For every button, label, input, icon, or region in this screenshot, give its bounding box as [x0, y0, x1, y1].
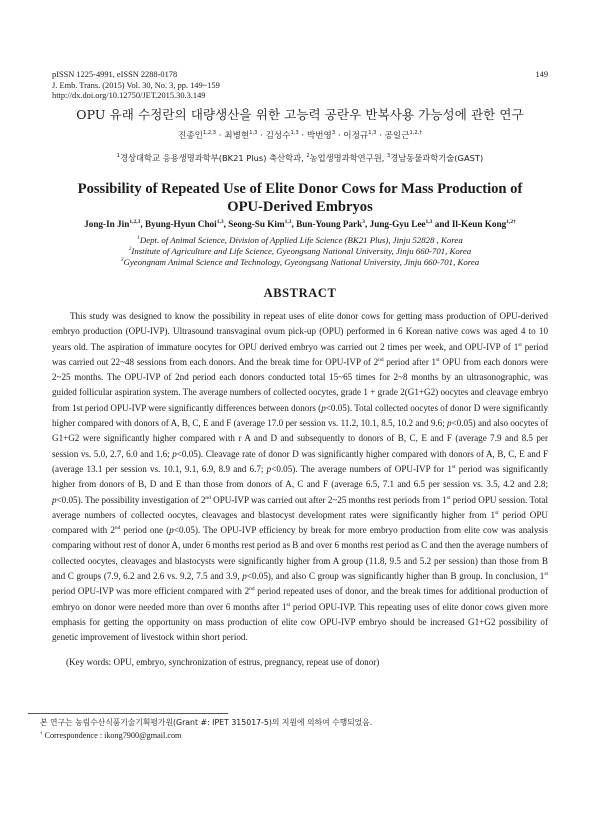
funding-footnote: 본 연구는 농림수산식품기술기획평가원(Grant #: IPET 315017-5)의 지원에 의하여 수행되었음. [40, 718, 373, 727]
affiliation-line: $^1$Dept. of Animal Science, Division of Applied Life Science (BK21 Plus), Jinju 52828 , Korea [137, 235, 463, 245]
citation-line: J. Emb. Trans. (2015) Vol. 30, No. 3, pp. 149~159 [52, 80, 220, 90]
english-author: Jong-In Jin$^{1,2,3}$ [84, 218, 141, 229]
english-author: Bun-Young Park$^3$ [296, 218, 366, 229]
keywords: (Key words: OPU, embryo, synchronization of estrus, pregnancy, repeat use of donor) [66, 657, 380, 667]
affiliation-line: $^2$Institute of Agriculture and Life Science, Gyeongsang National University, Jinju 660-701, Korea [128, 246, 472, 256]
english-affiliations [0, 235, 600, 268]
korean-author: 최병현$^{1,3}$ [224, 130, 258, 141]
abstract-body [52, 309, 548, 646]
correspondence-footnote: † Correspondence : ikong7900@gmail.com [40, 731, 182, 740]
korean-author: 박번영$^3$ [306, 130, 336, 141]
doi-link[interactable]: http://dx.doi.org/10.12750/JET.2015.30.3.149 [52, 91, 206, 101]
page-number: 149 [535, 70, 548, 79]
english-author: Seong-Su Kim$^{1,3}$ [228, 218, 292, 229]
korean-author: 진종인$^{1,2,3}$ [178, 130, 217, 141]
abstract-heading: ABSTRACT [263, 286, 337, 300]
english-author: Il-Keun Kong$^{1,2\dagger}$ [451, 218, 516, 229]
english-author: Jung-Gyu Lee$^{1,3}$ [369, 218, 433, 229]
journal-header [52, 70, 220, 102]
korean-author: 공일근$^{1,2,\dagger}$ [384, 130, 422, 141]
english-authors: Jong-In Jin$^{1,2,3}$, Byung-Hyun Choi$^{1,3}$, Seong-Su Kim$^{1,3}$, Bun-Young Park$^3$, Jung-Gyu Lee$^{1,3}$ and Il-Keun Kong$^{1,2\dagger}$ [84, 218, 516, 229]
korean-author: 김성수$^{1,3}$ [265, 130, 299, 141]
korean-title: OPU 유래 수정란의 대량생산을 위한 고능력 공란우 반복사용 가능성에 관한 연구 [76, 107, 524, 122]
affiliation-line: $^3$Gyeongnam Animal Science and Technology, Gyeongsang National University, Jinju 660-701, Korea [120, 257, 480, 267]
korean-affiliations: $^1$경상대학교 응용생명과학부(BK21 Plus) 축산학과, $^2$농업생명과학연구원, $^3$경남동물과학기술(GAST) [116, 153, 484, 163]
english-author: Byung-Hyun Choi$^{1,3}$ [144, 218, 224, 229]
footnote-divider [28, 713, 228, 714]
korean-authors: 진종인$^{1,2,3}$ · 최병현$^{1,3}$ · 김성수$^{1,3}$ · 박번영$^3$ · 이정규$^{1,3}$ · 공일근$^{1,2,\dagger}$ [178, 130, 422, 141]
korean-author: 이정규$^{1,3}$ [343, 130, 377, 141]
english-title: Possibility of Repeated Use of Elite Donor Cows for Mass Production of OPU-Derived Embryos [77, 181, 523, 215]
issn-line: pISSN 1225-4991, eISSN 2288-0178 [52, 70, 178, 79]
abstract-paragraph: This study was designed to know the possibility in repeat uses of elite donor cows for getting mass production of OPU-derived embryo production (OPU-IVP). Ultrasound transvaginal ovum pick-up (OPU) performed in 6 Korean native cows was aged 4 to 10 years old. The aspiration of immature oocytes for OPU derived embryo was carried out 2 times per week, and OPU-IVP of 1st period was carried out 22~48 sessions from each donors. And the break time for OPU-IVP of 2nd period after 1st OPU from each donors were 2~25 months. The OPU-IVP of 2nd period each donors conducted total 15~65 times for 2~8 months by an ultrasonographic, was guided follicular aspiration system. The average numbers of collected oocytes, grade 1 + grade 2(G1+G2) oocytes and cleavage embryo from 1st period OPU-IVP were significantly differences between donors (p<0.05). Total collected oocytes of donor D were significantly higher compared with donors of A, B, C, E and F (average 17.0 per session vs. 11.2, 10.1, 8.5, 10.2 and 9.6; p<0.05) and also oocytes of G1+G2 were significantly higher compared with r A and D and subsequently to donors of B, C, E and F (average 7.9 and 8.5 per session vs. 5.0, 2.7, 6.0 and 1.6; p<0.05). Cleavage rate of donor D was significantly higher compared with donors of A, B, C, E and F (average 13.1 per session vs. 10.1, 9.1, 6.9, 8.9 and 6.7; p<0.05). The average numbers of OPU-IVP for 1st period was significantly higher from donors of B, D and E than those from donors of A, C and F (average 6.5, 7.1 and 6.5 per session vs. 3.5, 4.2 and 2.8; p<0.05). The possibility investigation of 2nd OPU-IVP was carried out after 2~25 months rest periods from 1st period OPU session. Total average numbers of collected oocytes, cleavages and blastocyst development rates were significantly higher from 1st period OPU compared with 2nd period one (p<0.05). The OPU-IVP efficiency by break for more embryo production from elite cow was analysis comparing without rest of donor A, under 6 months rest period as B and over 6 months rest period as C and then the average numbers of collected oocytes, cleavages and blastocysts were significantly higher from A group (11.8, 9.5 and 5.2 per session) than those from B and C groups (7.9, 6.2 and 2.6 vs. 9.2, 7.5 and 3.9, p<0.05), and also C group was significantly higher than B group. In conclusion, 1st period OPU-IVP was more efficient compared with 2nd period repeated uses of donor, and the break times for additional production of embryo on donor were needed more than over 6 months after 1st period OPU-IVP. This repeating uses of elite donor cows given more emphasis for getting the opportunity on mass production of elite cow OPU-IVP embryo should be increased G1+G2 possibility of genetic improvement of livestock within short period. [52, 311, 549, 643]
